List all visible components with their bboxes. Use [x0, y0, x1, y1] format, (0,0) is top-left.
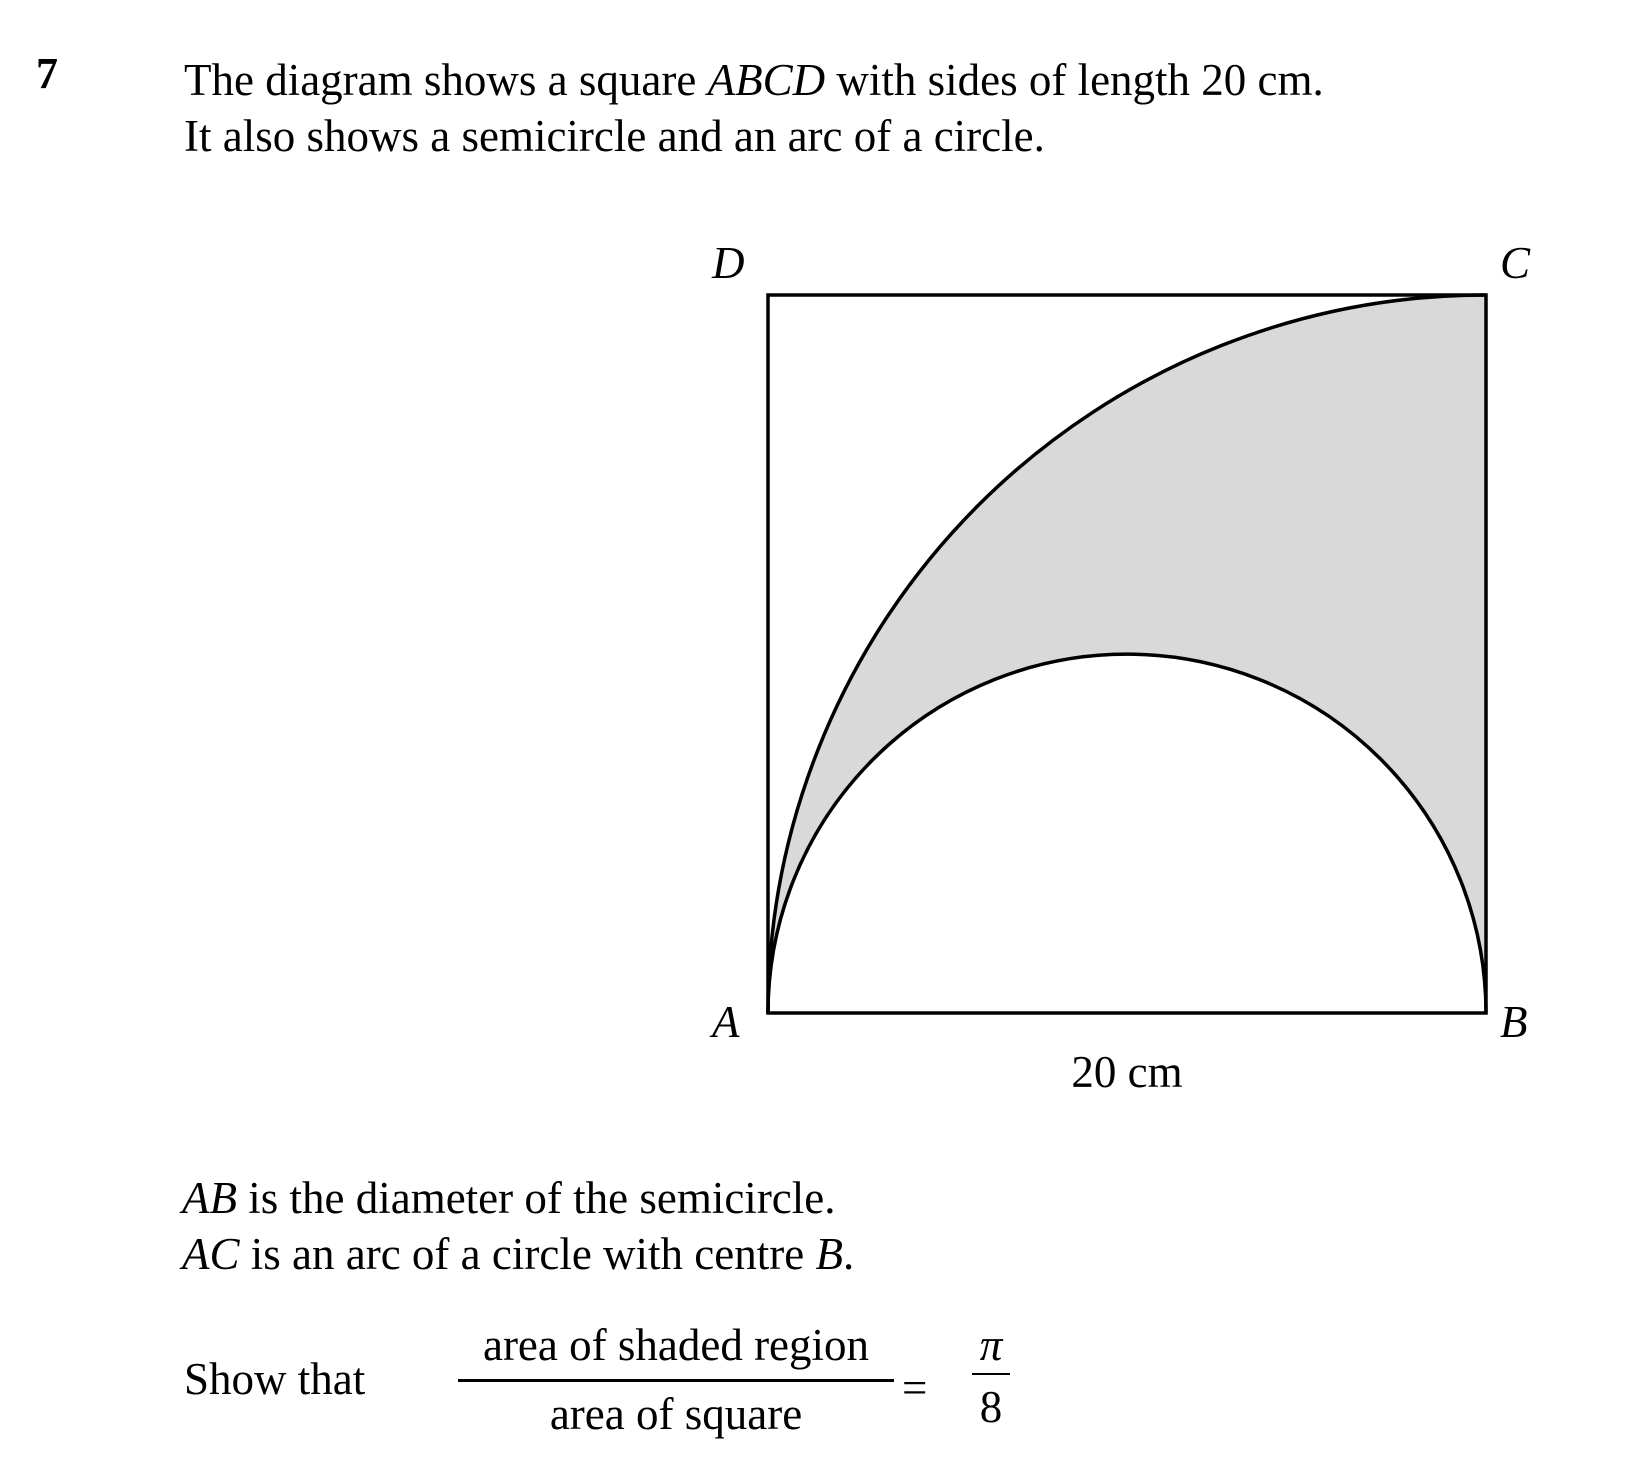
- pi-over-8-fraction: [972, 1320, 1010, 1432]
- vertex-label-d: D: [712, 238, 745, 288]
- fact-diameter: [182, 1170, 854, 1226]
- intro-line-1-after: with sides of length 20 cm.: [825, 55, 1324, 105]
- show-that-prompt: Show that: [184, 1354, 366, 1404]
- intro-line-1-before: The diagram shows a square: [184, 55, 708, 105]
- fraction-bar: [458, 1379, 894, 1382]
- pi-fraction-bar: [972, 1373, 1010, 1375]
- vertex-label-c: C: [1500, 238, 1531, 288]
- segment-ab: AB: [182, 1173, 237, 1223]
- vertex-label-a: A: [712, 997, 740, 1047]
- pi-denominator: 8: [979, 1382, 1003, 1432]
- vertex-label-b: B: [1500, 997, 1528, 1047]
- area-ratio-fraction: [458, 1320, 894, 1439]
- fact-arc-text: is an arc of a circle with centre: [239, 1229, 816, 1279]
- segment-ac: AC: [182, 1229, 240, 1279]
- question-number: 7: [36, 49, 58, 98]
- fraction-numerator: area of shaded region: [482, 1320, 870, 1370]
- fact-diameter-text: is the diameter of the semicircle.: [236, 1173, 836, 1223]
- pi-symbol: π: [979, 1320, 1003, 1370]
- equals-sign: =: [902, 1363, 928, 1413]
- fact-arc: [182, 1226, 854, 1282]
- side-length-label: 20 cm: [1071, 1047, 1183, 1097]
- centre-point: B: [815, 1229, 843, 1279]
- square-name: ABCD: [707, 55, 826, 105]
- fraction-denominator: area of square: [549, 1389, 803, 1439]
- given-facts: [182, 1170, 854, 1282]
- fact-arc-end: .: [842, 1229, 855, 1279]
- intro-line-2: It also shows a semicircle and an arc of a circle.: [184, 111, 1045, 161]
